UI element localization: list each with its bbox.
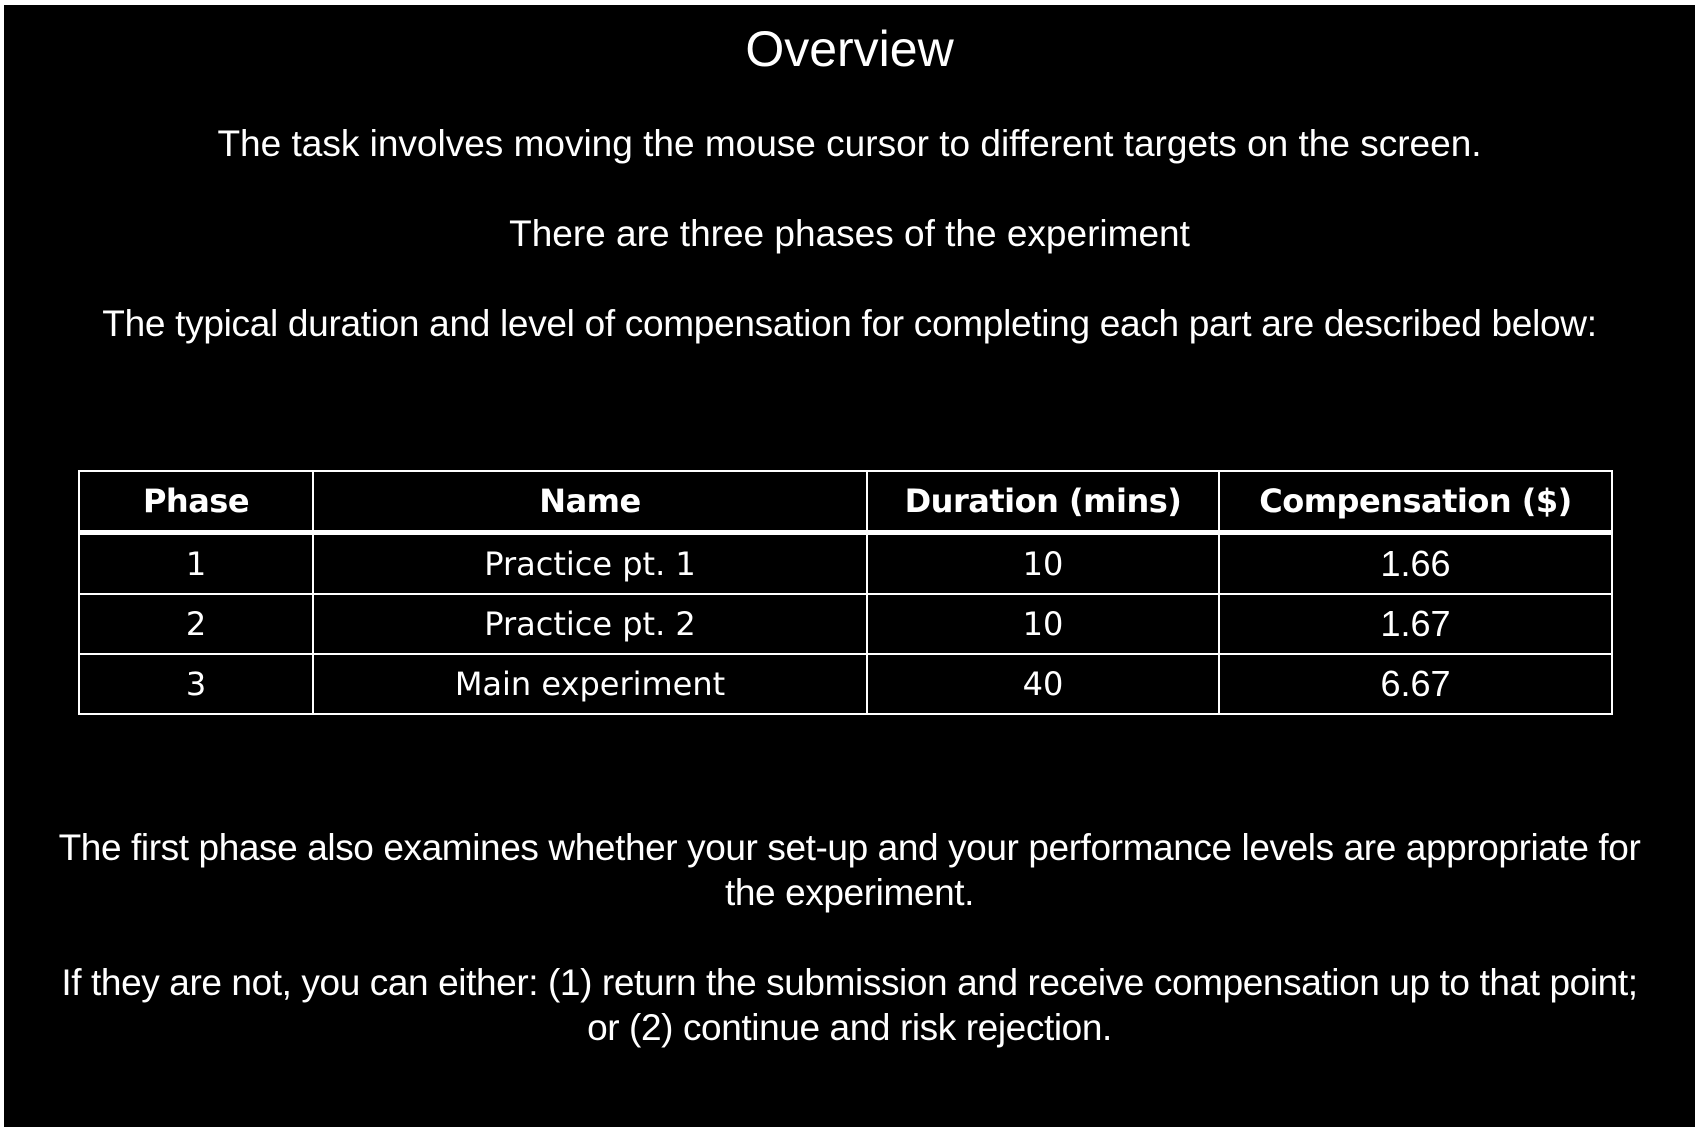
intro-text-compensation: The typical duration and level of compensation for completing each part are described below: bbox=[102, 303, 1597, 344]
cell-compensation: 1.67 bbox=[1219, 594, 1612, 654]
outro-text-options bbox=[4, 960, 1695, 1050]
outro-options-line-1: If they are not, you can either: (1) return the submission and receive compensation up to that point; bbox=[61, 962, 1638, 1003]
cell-name: Practice pt. 1 bbox=[313, 533, 867, 595]
cell-phase: 3 bbox=[79, 654, 313, 714]
cell-duration: 10 bbox=[867, 533, 1219, 595]
cell-phase: 2 bbox=[79, 594, 313, 654]
outro-setup-line-1: The first phase also examines whether your set-up and your performance levels are appropriate for bbox=[58, 827, 1641, 868]
phase-table bbox=[78, 470, 1613, 715]
phase-table-container bbox=[78, 470, 1613, 715]
outro-text-setup-check bbox=[4, 825, 1695, 915]
table-row bbox=[79, 594, 1612, 654]
page-title: Overview bbox=[745, 21, 954, 77]
intro-text-task: The task involves moving the mouse cursor to different targets on the screen. bbox=[217, 123, 1482, 164]
table-row bbox=[79, 654, 1612, 714]
cell-duration: 40 bbox=[867, 654, 1219, 714]
overview-screen bbox=[4, 5, 1695, 1127]
cell-name: Practice pt. 2 bbox=[313, 594, 867, 654]
table-row bbox=[79, 533, 1612, 595]
cell-duration: 10 bbox=[867, 594, 1219, 654]
outro-options-line-2: or (2) continue and risk rejection. bbox=[587, 1007, 1112, 1048]
outro-setup-line-2: the experiment. bbox=[724, 872, 975, 913]
header-compensation: Compensation ($) bbox=[1219, 471, 1612, 533]
cell-name: Main experiment bbox=[313, 654, 867, 714]
header-phase: Phase bbox=[79, 471, 313, 533]
intro-text-phases: There are three phases of the experiment bbox=[509, 213, 1190, 254]
cell-compensation: 1.66 bbox=[1219, 533, 1612, 595]
header-name: Name bbox=[313, 471, 867, 533]
cell-compensation: 6.67 bbox=[1219, 654, 1612, 714]
cell-phase: 1 bbox=[79, 533, 313, 595]
header-duration: Duration (mins) bbox=[867, 471, 1219, 533]
table-header-row bbox=[79, 471, 1612, 533]
